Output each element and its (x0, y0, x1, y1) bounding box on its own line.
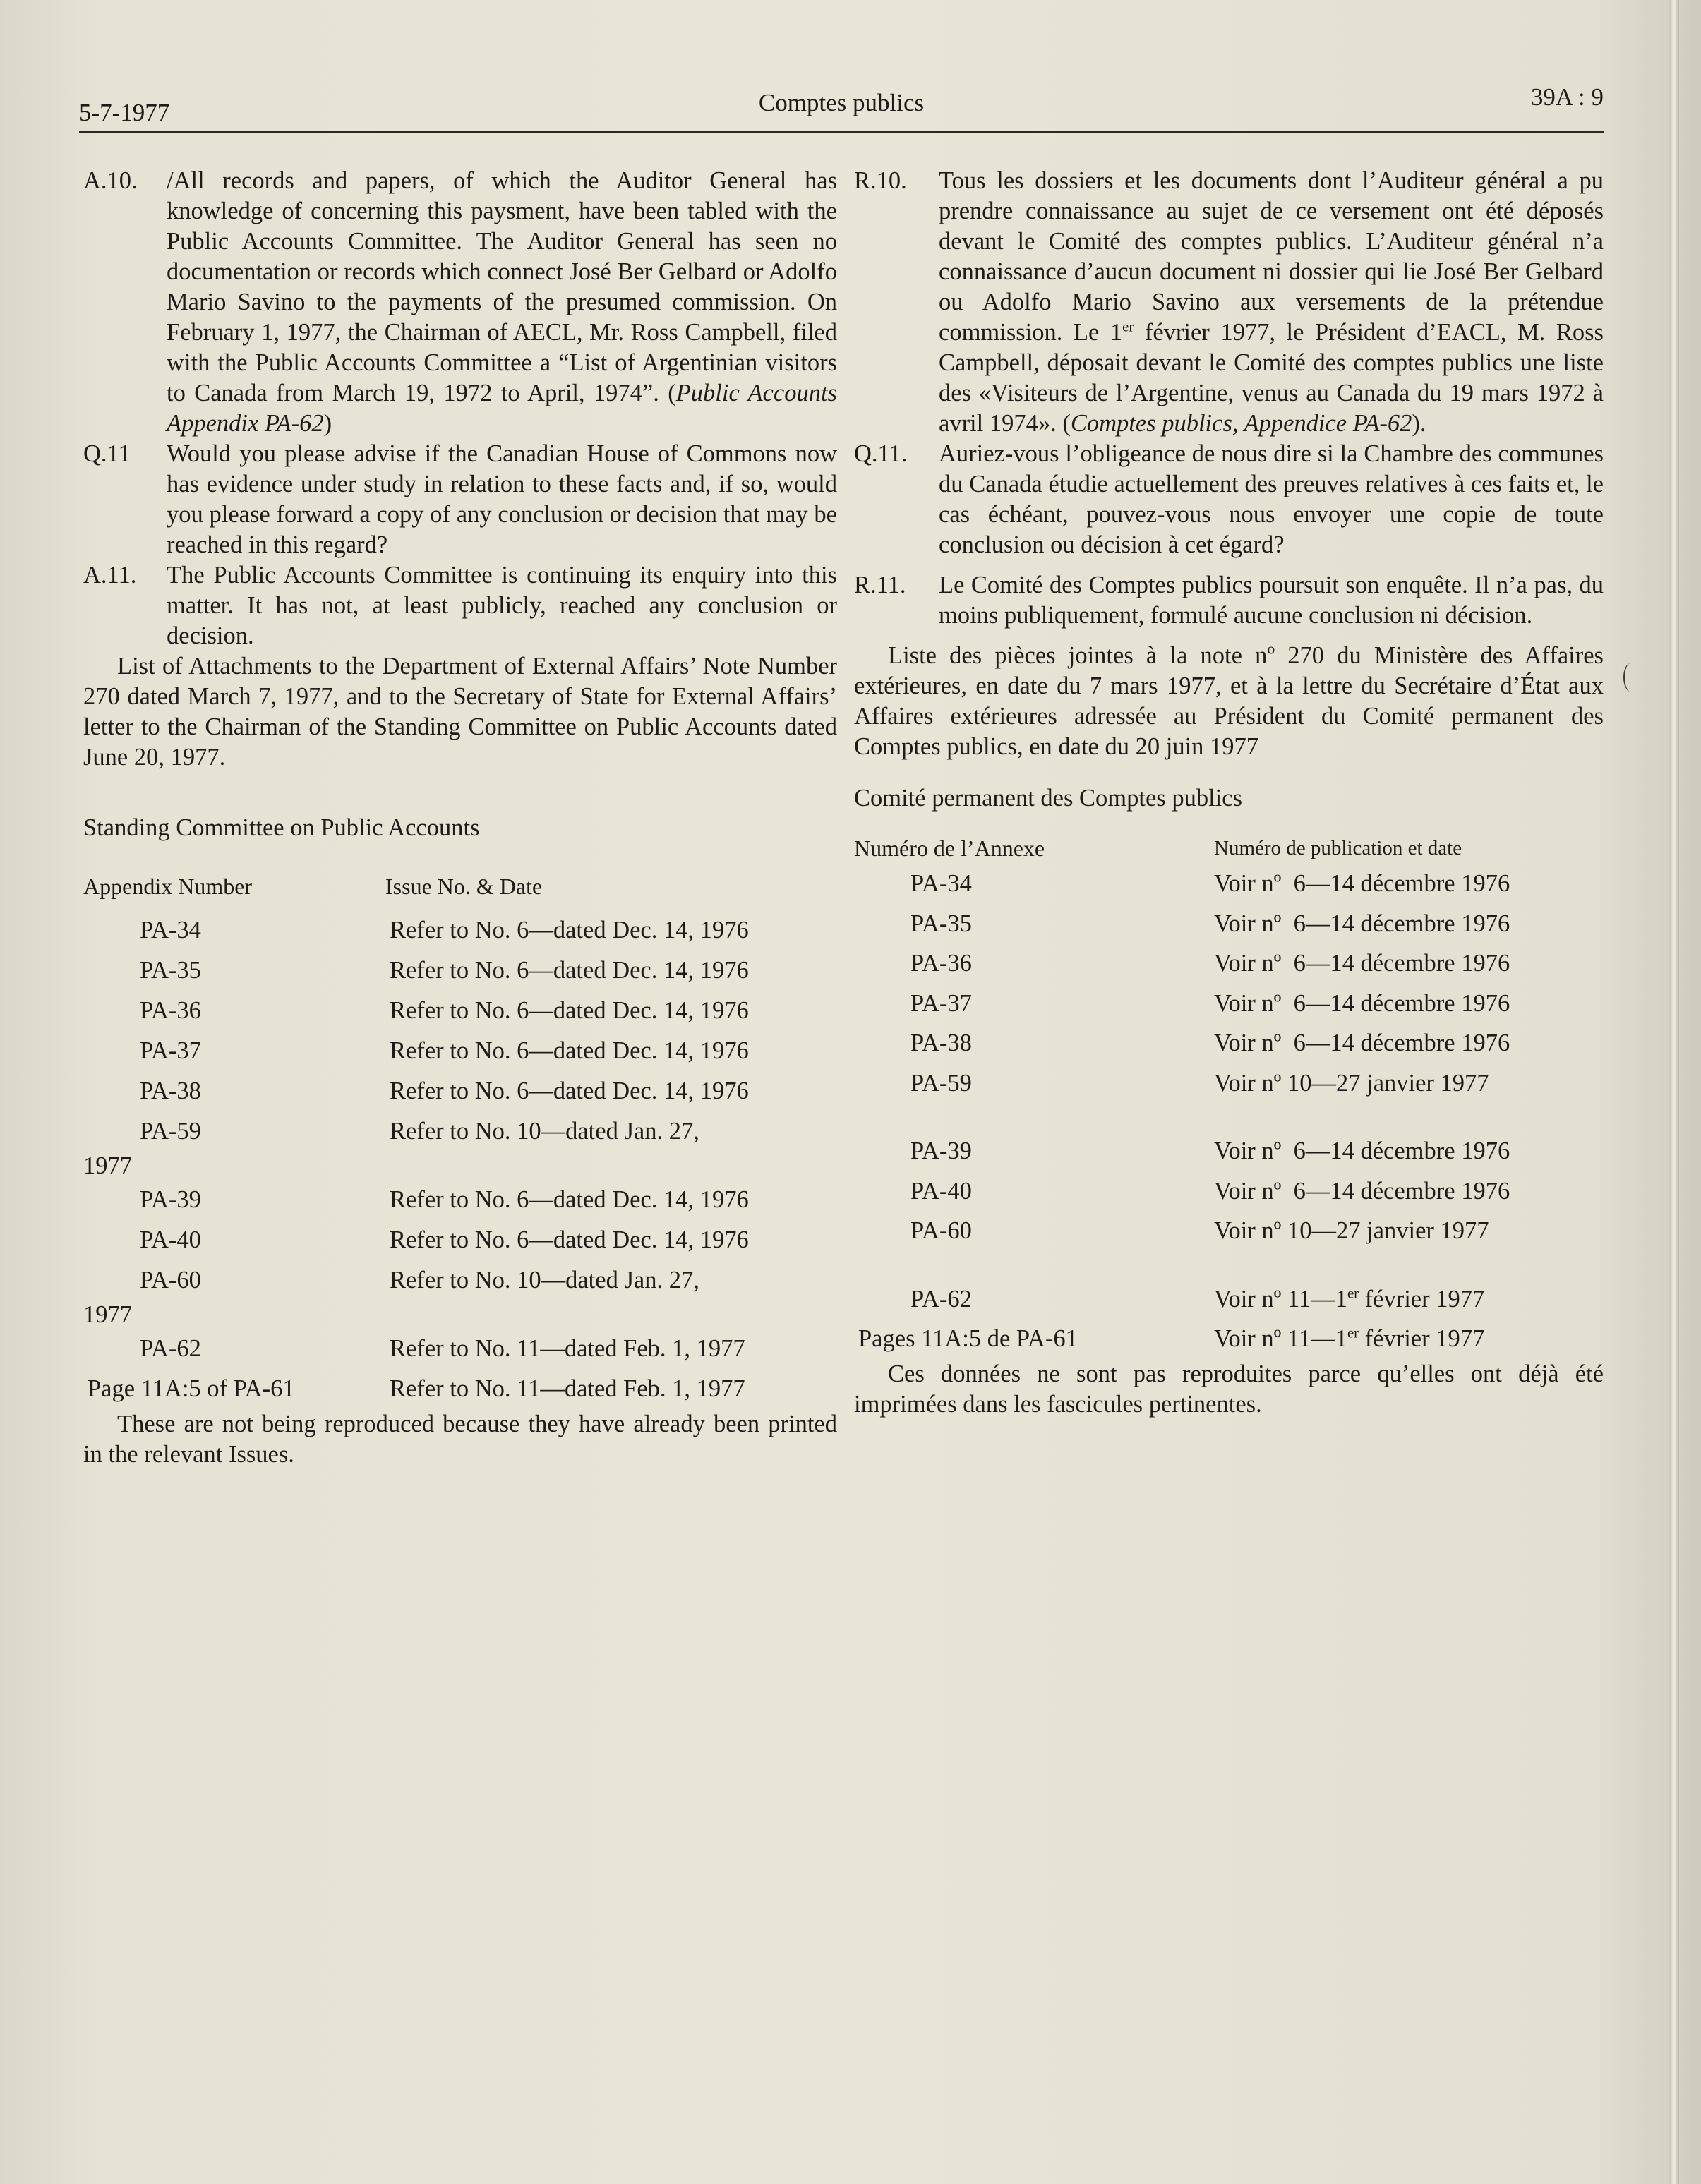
appendix-number: PA-38 (140, 1078, 201, 1104)
table-header (854, 833, 1604, 864)
appendix-number: PA-37 (140, 1037, 201, 1064)
answer-text: Le Comité des Comptes publics poursuit son enquête. Il n’a pas, du moins publiquement, formulé aucune conclusion ni décision. (939, 572, 1604, 629)
answer-reference: Public Accounts Appendix PA-62 (167, 380, 837, 437)
table-row (83, 1031, 837, 1071)
issue-reference: Voir nº 6—14 décembre 1976 (1214, 950, 1510, 977)
answer-a10 (83, 166, 837, 439)
table-row (854, 1279, 1604, 1320)
reponse-r11 (854, 570, 1604, 631)
issue-reference: Voir nº 6—14 décembre 1976 (1214, 870, 1510, 897)
table-row (83, 1071, 837, 1111)
appendix-number: PA-59 (910, 1069, 972, 1097)
table-row (83, 910, 837, 951)
french-column (854, 166, 1604, 1420)
page-edge (1669, 0, 1679, 2184)
answer-text: The Public Accounts Committee is continuing its enquiry into this matter. It has not, at least publicly, reached any conclusion or decision. (167, 562, 837, 649)
appendix-number: PA-38 (910, 1030, 972, 1056)
issue-reference: Voir nº 6—14 décembre 1976 (1214, 910, 1510, 937)
header-title: Comptes publics (758, 89, 925, 116)
ordinal-superscript: er (1347, 1325, 1359, 1341)
question-label: Q.11. (854, 440, 908, 467)
issue-reference: Refer to No. 10—dated Jan. 27, (390, 1267, 699, 1293)
table-row (854, 984, 1604, 1024)
page-header (79, 83, 1604, 126)
answer-text-body: Tous les dossiers et les documents dont l’Auditeur général a pu prendre connaissance au sujet de ce versement ont été déposés devant le Comité des comptes publics. L’Auditeur général n’a connaissance d’aucun document ni dossier qui lie José Ber Gelbard ou Adolfo Mario Savino aux versements de la prétendue commission. Le 1 (939, 167, 1604, 346)
answer-text-body-2: février 1977, le Président d’EACL, M. Ross Campbell, déposait devant le Comité des comptes publics une liste des «Visiteurs de l’Argentine, venus au Canada du 19 mars 1972 à avril 1974». ( (939, 319, 1604, 437)
answer-label: R.11. (854, 572, 906, 598)
header-rule (79, 131, 1604, 133)
margin-mark (1623, 663, 1637, 692)
table-row (83, 951, 837, 991)
table-row (83, 1329, 837, 1369)
appendix-number: PA-35 (910, 910, 972, 937)
answer-text-end: ). (1412, 410, 1426, 437)
answer-label: A.10. (83, 167, 138, 194)
table-row (854, 1171, 1604, 1212)
answer-label: A.11. (83, 562, 137, 589)
issue-reference: Voir nº 11—1er février 1977 (1214, 1325, 1485, 1352)
appendix-number: PA-40 (140, 1226, 201, 1253)
issue-reference: Refer to No. 6—dated Dec. 14, 1976 (390, 1186, 749, 1213)
issue-reference: Voir nº 10—27 janvier 1977 (1214, 1217, 1489, 1244)
appendix-number: PA-36 (140, 997, 201, 1024)
ordinal-superscript: er (1122, 319, 1134, 335)
appendix-number: PA-35 (140, 957, 201, 984)
answer-reference: Comptes publics, Appendice PA-62 (1070, 410, 1412, 437)
issue-reference: Refer to No. 6—dated Dec. 14, 1976 (390, 1037, 749, 1064)
wrapped-line: 1977 (83, 1152, 132, 1179)
issue-reference: Refer to No. 6—dated Dec. 14, 1976 (390, 997, 749, 1024)
question-label: Q.11 (83, 440, 131, 467)
reponse-r10 (854, 166, 1604, 439)
table-row (854, 1131, 1604, 1171)
issue-reference: Voir nº 6—14 décembre 1976 (1214, 1138, 1510, 1164)
issue-reference: Voir nº 6—14 décembre 1976 (1214, 1177, 1510, 1205)
question-text: Auriez-vous l’obligeance de nous dire si la Chambre des communes du Canada étudie actuellement des preuves relatives à ces faits et, le cas échéant, pouvez-vous nous envoyer une copie de toute conclusion ou décision à cet égard? (939, 440, 1604, 558)
attachments-intro: Liste des pièces jointes à la note nº 270 du Ministère des Affaires extérieures, en date du 7 mars 1977, et à la lettre du Secrétaire d’État aux Affaires extérieures adressée au Président du Comité permanent des Comptes publics, en date du 20 juin 1977 (854, 642, 1604, 760)
issue-reference: Refer to No. 6—dated Dec. 14, 1976 (390, 957, 749, 984)
appendix-number: PA-60 (140, 1267, 201, 1293)
appendix-number: PA-40 (910, 1177, 972, 1205)
answer-text (939, 166, 1604, 439)
committee-heading: Standing Committee on Public Accounts (83, 814, 480, 841)
appendix-number: PA-34 (910, 870, 972, 897)
table-row (83, 1369, 837, 1409)
answer-text-body: /All records and papers, of which the Auditor General has knowledge of concerning this paysment, have been tabled with the Public Accounts Committee. The Auditor General has seen no documentation or records which connect José Ber Gelbard or Adolfo Mario Savino to the payments of the presumed commission. On February 1, 1977, the Chairman of AECL, Mr. Ross Campbell, filed with the Public Accounts Committee a “List of Argentinian visitors to Canada from March 19, 1972 to April, 1974”. ( (167, 167, 837, 406)
table-row (854, 1319, 1604, 1359)
english-column (83, 166, 837, 1470)
question-q11-fr (854, 439, 1604, 560)
issue-reference: Refer to No. 11—dated Feb. 1, 1977 (390, 1335, 745, 1362)
issue-reference: Refer to No. 10—dated Jan. 27, (390, 1118, 699, 1145)
appendix-number: PA-37 (910, 989, 972, 1017)
attachments-table (854, 833, 1604, 1359)
issue-reference: Refer to No. 6—dated Dec. 14, 1976 (390, 1078, 749, 1104)
committee-heading: Comité permanent des Comptes publics (854, 785, 1242, 812)
table-row (854, 1023, 1604, 1063)
table-row (83, 1220, 837, 1260)
issue-reference: Voir nº 6—14 décembre 1976 (1214, 989, 1510, 1017)
table-row (83, 1180, 837, 1220)
issue-reference: Refer to No. 6—dated Dec. 14, 1976 (390, 917, 749, 943)
header-date: 5-7-1977 (79, 99, 170, 126)
answer-a11 (83, 560, 837, 651)
answer-text (167, 166, 837, 439)
issue-reference: Refer to No. 6—dated Dec. 14, 1976 (390, 1226, 749, 1253)
question-q11 (83, 439, 837, 560)
table-row (83, 1111, 837, 1152)
appendix-number: PA-36 (910, 950, 972, 977)
attachments-intro: List of Attachments to the Department of External Affairs’ Note Number 270 dated March 7, 1977, and to the Secretary of State for External Affairs’ letter to the Chairman of the Standing Committee on Public Accounts dated June 20, 1977. (83, 653, 837, 771)
answer-label: R.10. (854, 167, 907, 194)
appendix-number: PA-62 (910, 1285, 972, 1313)
reproduction-note: Ces données ne sont pas reproduites parce qu’elles ont déjà été imprimées dans les fascicules pertinentes. (854, 1360, 1604, 1418)
column-header-issue: Issue No. & Date (385, 874, 543, 899)
table-row (854, 943, 1604, 984)
issue-reference: Voir nº 10—27 janvier 1977 (1214, 1069, 1489, 1097)
wrapped-line: 1977 (83, 1301, 132, 1328)
table-row (83, 991, 837, 1031)
column-header-appendix: Numéro de l’Annexe (854, 835, 1045, 861)
table-row (854, 1211, 1604, 1251)
attachments-table (83, 871, 837, 1409)
table-row (854, 864, 1604, 904)
header-page-number: 39A : 9 (1530, 83, 1604, 111)
table-row (83, 1260, 837, 1301)
appendix-number: PA-39 (140, 1186, 201, 1213)
appendix-number: Pages 11A:5 de PA-61 (858, 1325, 1078, 1352)
appendix-number: PA-34 (140, 917, 201, 943)
table-header (83, 871, 837, 902)
column-header-appendix: Appendix Number (83, 874, 253, 899)
appendix-number: PA-39 (910, 1138, 972, 1164)
reproduction-note: These are not being reproduced because they have already been printed in the relevant Issues. (83, 1411, 837, 1468)
appendix-number: PA-59 (140, 1118, 201, 1145)
issue-reference: Voir nº 6—14 décembre 1976 (1214, 1030, 1510, 1056)
appendix-number: PA-60 (910, 1217, 972, 1244)
answer-text-end: ) (323, 410, 332, 437)
column-header-issue: Numéro de publication et date (1214, 837, 1462, 859)
table-row (854, 904, 1604, 944)
appendix-number: PA-62 (140, 1335, 201, 1362)
issue-reference: Voir nº 11—1er février 1977 (1214, 1285, 1485, 1313)
table-row (854, 1063, 1604, 1104)
ordinal-superscript: er (1347, 1286, 1359, 1301)
appendix-number: Page 11A:5 of PA-61 (88, 1375, 295, 1402)
issue-reference: Refer to No. 11—dated Feb. 1, 1977 (390, 1375, 745, 1402)
question-text: Would you please advise if the Canadian House of Commons now has evidence under study in relation to these facts and, if so, would you please forward a copy of any conclusion or decision that may be reached in this regard? (167, 440, 837, 558)
